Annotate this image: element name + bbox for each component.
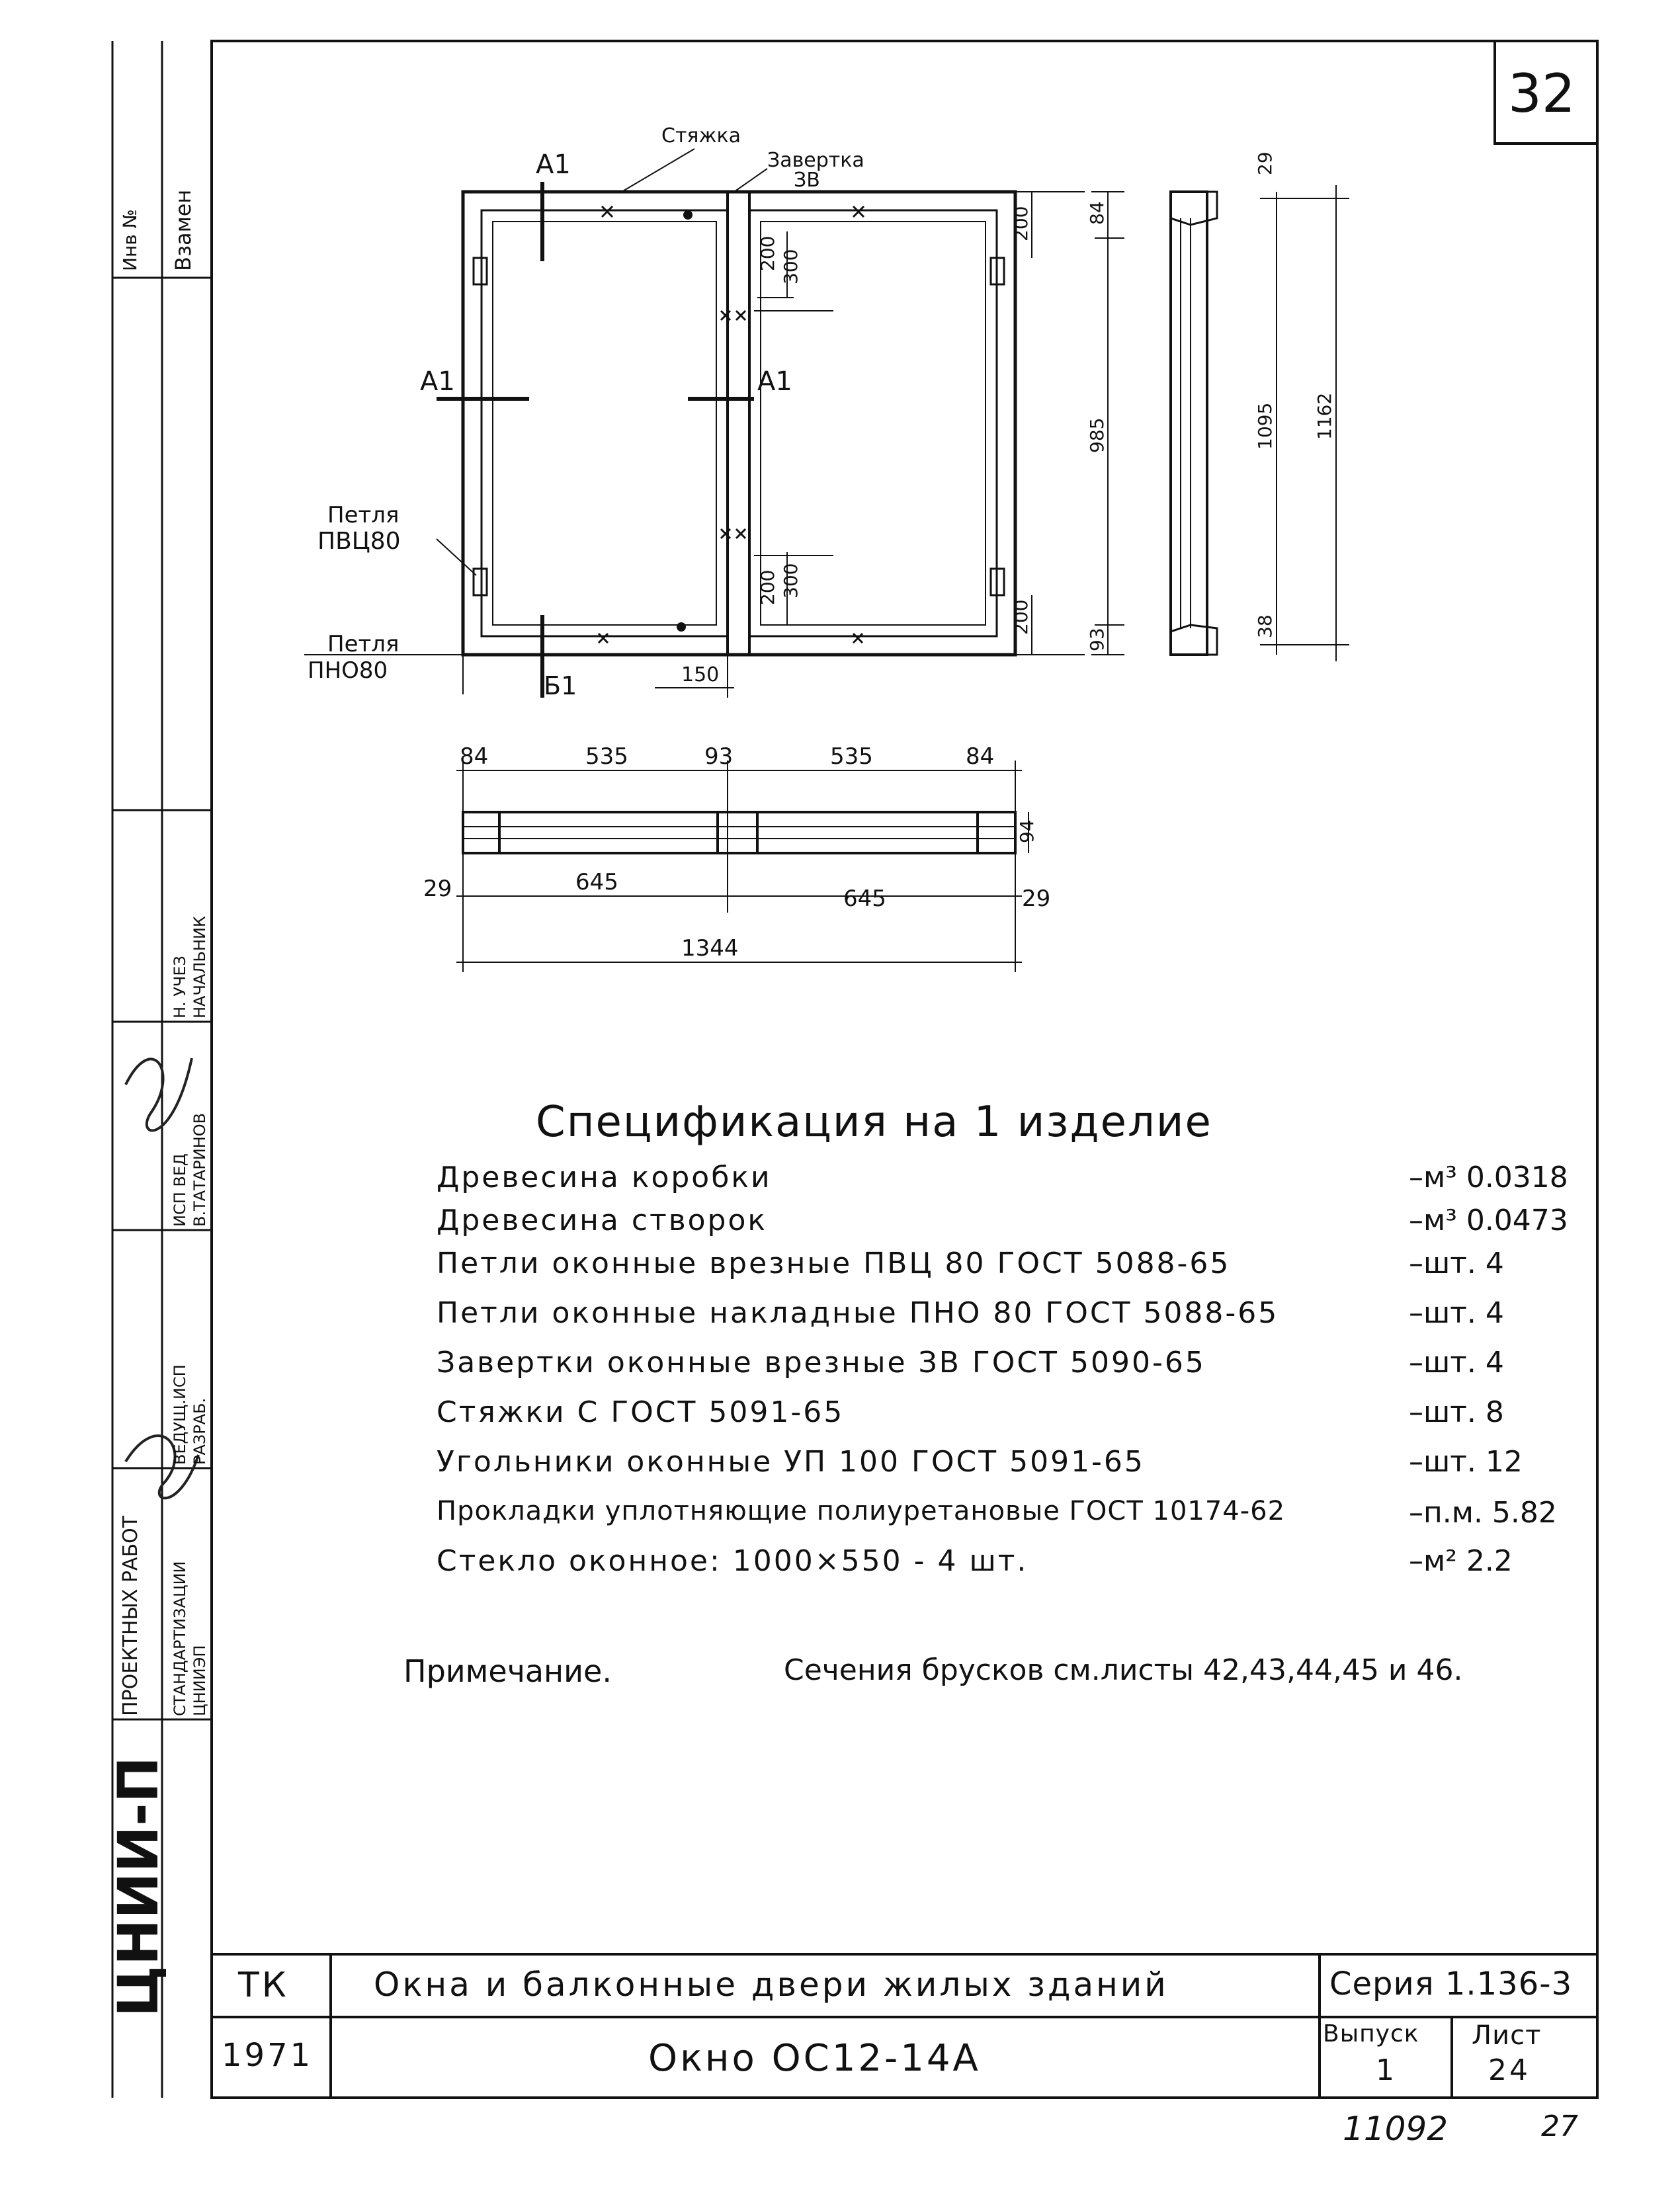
section-a1-left: А1 (420, 366, 455, 397)
title-block-tk: ТК (238, 1965, 289, 2005)
petlya-top-label: Петля (327, 502, 399, 528)
spec-item-value: –м² 2.2 (1409, 1544, 1513, 1578)
signature-mark (126, 1058, 192, 1130)
title-block-issue-label: Выпуск (1323, 2020, 1419, 2047)
spec-item-value: –шт. 4 (1409, 1247, 1504, 1280)
title-block-sheet: 24 (1488, 2053, 1531, 2087)
title-block-series: Серия 1.136-3 (1329, 1965, 1573, 2002)
note-label: Примечание. (403, 1653, 612, 1689)
spec-item-value: –м³ 0.0318 (1409, 1161, 1568, 1194)
side-signer-6: РАЗРАБ. (190, 1397, 209, 1465)
dim-200-top-inner: 200 (757, 235, 778, 271)
sheet-number: 32 (1508, 63, 1575, 124)
spec-item-value: –шт. 12 (1409, 1445, 1523, 1479)
side-signer-1: Н. УЧЕЗ (171, 956, 189, 1018)
petlya-bot-label: Петля (327, 631, 399, 657)
spec-item-name: Петли оконные накладные ПНО 80 ГОСТ 5088-65 (437, 1296, 1279, 1330)
side-org-3: ЦНИИЭП (190, 1645, 209, 1716)
section-a1-top: А1 (536, 149, 571, 180)
spec-item-name: Стекло оконное: 1000×550 - 4 шт. (437, 1544, 1029, 1578)
side-org-2: СТАНДАРТИЗАЦИИ (171, 1561, 189, 1716)
spec-item-name: Завертки оконные врезные ЗВ ГОСТ 5090-65 (437, 1346, 1206, 1380)
spec-item-value: –м³ 0.0473 (1409, 1204, 1568, 1237)
dim-150: 150 (681, 663, 720, 686)
side-logo: ЦНИИ-П (106, 1756, 171, 2017)
side-org-1: ПРОЕКТНЫХ РАБОТ (119, 1515, 142, 1716)
note-text: Сечения брусков см.листы 42,43,44,45 и 46. (784, 1653, 1463, 1687)
dim-645-right: 645 (843, 886, 886, 912)
dim-29-v: 29 (1254, 151, 1276, 175)
spec-item-name: Древесина коробки (437, 1161, 772, 1194)
spec-item-name: Стяжки С ГОСТ 5091-65 (437, 1395, 845, 1429)
side-signer-3: ИСП ВЕД (171, 1153, 189, 1227)
spec-item-name: Прокладки уплотняющие полиуретановые ГОСТ 10174-62 (437, 1496, 1286, 1526)
section-a1-mid: А1 (757, 366, 792, 397)
spec-item-name: Петли оконные врезные ПВЦ 80 ГОСТ 5088-65 (437, 1247, 1231, 1280)
dim-29-left: 29 (423, 876, 452, 902)
dim-84-v: 84 (1086, 201, 1108, 225)
dim-300-bot-inner: 300 (780, 563, 802, 598)
side-signer-4: В.ТАТАРИНОВ (190, 1112, 209, 1227)
dim-200-bot-right: 200 (1010, 599, 1032, 635)
dim-1095: 1095 (1254, 402, 1276, 450)
spec-item-value: –шт. 8 (1409, 1395, 1504, 1429)
spec-item-value: –п.м. 5.82 (1409, 1496, 1557, 1530)
title-block-year: 1971 (222, 2037, 314, 2074)
archive-mark: 27 (1541, 2110, 1578, 2143)
dim-200-top-right: 200 (1010, 206, 1032, 241)
dim-645-left: 645 (575, 869, 618, 895)
archive-number: 11092 (1343, 2110, 1449, 2148)
zavertka-code: ЗВ (794, 169, 820, 192)
dim-200-bot-inner: 200 (757, 569, 778, 605)
spec-item-value: –шт. 4 (1409, 1346, 1504, 1380)
title-block-issue: 1 (1376, 2053, 1397, 2087)
spec-item-name: Древесина створок (437, 1204, 767, 1237)
dim-94: 94 (1016, 819, 1038, 843)
dim-535-left: 535 (585, 743, 628, 770)
spec-item-value: –шт. 4 (1409, 1296, 1504, 1330)
dim-300-top-inner: 300 (780, 249, 802, 284)
side-signer-5: ВЕДУЩ.ИСП (171, 1364, 189, 1465)
dim-535-right: 535 (830, 743, 873, 770)
side-stamp-replace: Взамен (171, 189, 196, 271)
petlya-bot-code: ПНО80 (308, 657, 388, 684)
dim-93: 93 (704, 743, 734, 770)
title-block-sheet-label: Лист (1472, 2020, 1542, 2051)
dim-84-left: 84 (460, 743, 489, 770)
side-stamp-inv: Инв № (119, 209, 141, 271)
zavertka-label: Завертка (767, 149, 864, 172)
dim-985: 985 (1086, 417, 1108, 453)
title-block-title: Окна и балконные двери жилых зданий (374, 1965, 1169, 2004)
styazhka-label: Стяжка (661, 124, 741, 147)
side-signer-2: НАЧАЛЬНИК (190, 916, 209, 1018)
spec-title: Спецификация на 1 изделие (536, 1098, 1212, 1147)
dim-93-v: 93 (1086, 628, 1108, 651)
dim-84-right: 84 (966, 743, 995, 770)
dim-29-right: 29 (1022, 886, 1051, 912)
spec-item-name: Угольники оконные УП 100 ГОСТ 5091-65 (437, 1445, 1145, 1479)
dim-1162: 1162 (1314, 392, 1335, 440)
dim-1344: 1344 (681, 935, 739, 962)
title-block-product: Окно ОС12-14А (648, 2037, 981, 2080)
sheet-frame (212, 41, 1597, 2098)
section-b1: Б1 (544, 671, 577, 700)
petlya-top-code: ПВЦ80 (317, 528, 401, 555)
dim-38-v: 38 (1254, 614, 1276, 638)
